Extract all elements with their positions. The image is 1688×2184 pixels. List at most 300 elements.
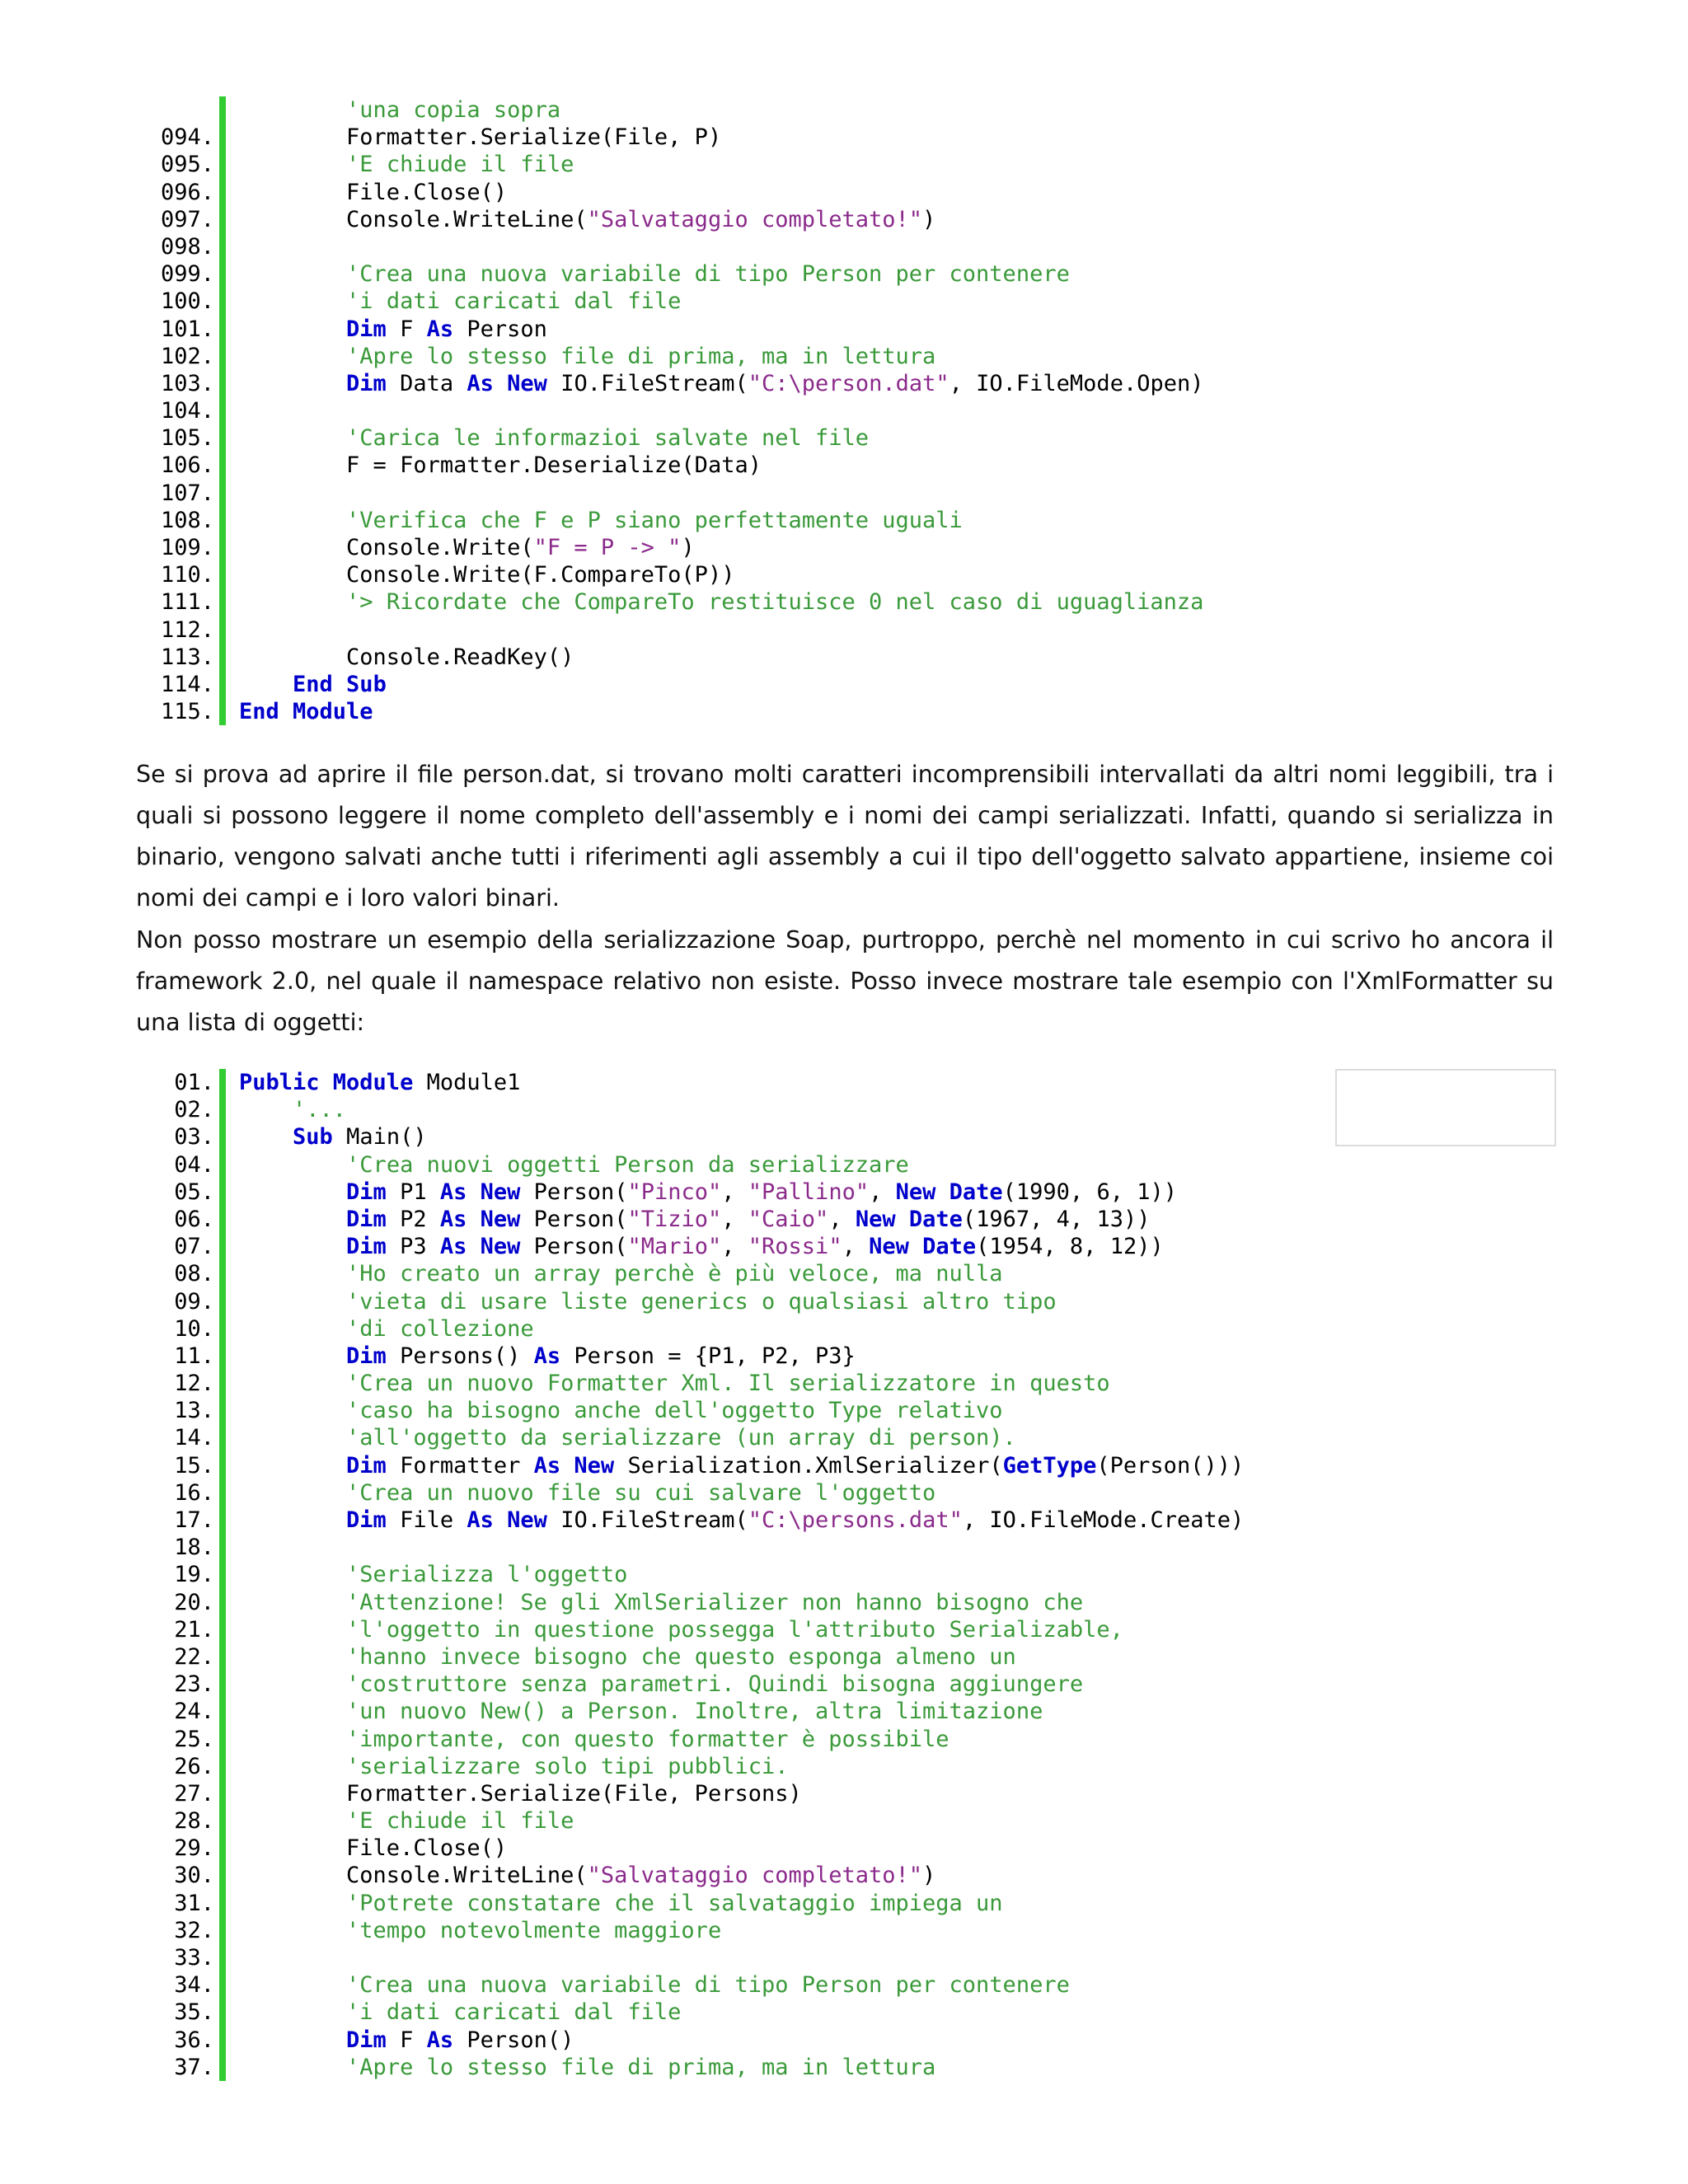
code-token — [239, 1207, 346, 1232]
code-token: Person = {P1, P2, P3} — [560, 1343, 856, 1369]
code-line — [0, 179, 1688, 206]
code-comment: 'hanno invece bisogno che questo esponga almeno un — [346, 1643, 1016, 1670]
code-line — [0, 1534, 1688, 1561]
code-text — [239, 671, 387, 698]
gutter-bar — [219, 233, 226, 260]
code-string: "Mario" — [627, 1234, 722, 1260]
line-number: 04. — [174, 1151, 214, 1178]
gutter-bar — [219, 1424, 226, 1451]
code-comment: 'Crea una nuova variabile di tipo Person per contenere — [346, 1972, 1070, 1999]
code-text — [239, 206, 935, 233]
gutter-bar — [219, 644, 226, 671]
line-number: 097. — [160, 206, 214, 232]
gutter-bar — [219, 1179, 226, 1206]
code-token: (1967, 4, 13)) — [962, 1206, 1151, 1232]
code-token: , — [842, 1234, 870, 1260]
code-string: "Salvataggio completato!" — [587, 206, 923, 232]
code-line — [0, 343, 1688, 370]
code-text — [239, 561, 734, 588]
gutter-bar — [219, 1780, 226, 1807]
code-token: Serialization.XmlSerializer( — [614, 1452, 1003, 1479]
code-line — [0, 1616, 1688, 1643]
code-token: Console.Write(F.CompareTo(P)) — [239, 562, 735, 588]
code-keyword: As — [439, 1234, 467, 1260]
code-token: , — [869, 1179, 896, 1205]
code-text — [239, 1069, 520, 1096]
code-token — [239, 589, 346, 615]
code-comment: 'Crea un nuovo Formatter Xml. Il serializzatore in questo — [346, 1371, 1110, 1397]
code-line — [0, 1233, 1688, 1260]
code-token: Module1 — [413, 1070, 521, 1095]
code-comment: 'di collezione — [346, 1315, 534, 1342]
code-line — [0, 1807, 1688, 1835]
line-number: 09. — [174, 1288, 214, 1315]
code-token — [239, 1289, 346, 1315]
code-string: "Caio" — [748, 1206, 829, 1232]
code-line — [0, 1726, 1688, 1753]
line-number: 110. — [160, 562, 214, 588]
code-keyword: New — [480, 1179, 521, 1205]
code-text — [239, 96, 560, 124]
code-comment: 'vieta di usare liste generics o qualsiasi altro tipo — [346, 1288, 1057, 1315]
code-token — [239, 1972, 346, 1998]
line-number: 35. — [174, 1999, 214, 2026]
code-token: (1990, 6, 1)) — [1002, 1179, 1177, 1205]
code-token — [239, 371, 346, 396]
code-token — [239, 1754, 346, 1779]
code-token: Person( — [520, 1206, 628, 1232]
gutter-bar — [219, 1452, 226, 1479]
code-string: "F = P -> " — [533, 535, 682, 560]
code-token: (Person())) — [1096, 1452, 1245, 1479]
line-number: 115. — [160, 699, 214, 725]
code-token: Formatter — [386, 1452, 534, 1479]
code-string: "Tizio" — [627, 1206, 722, 1232]
line-number: 096. — [160, 179, 214, 205]
code-token — [239, 261, 346, 287]
gutter-bar — [219, 1479, 226, 1507]
line-number: 109. — [160, 535, 214, 560]
code-token: , — [721, 1206, 748, 1232]
code-token — [239, 1343, 346, 1369]
code-token: P3 — [386, 1234, 440, 1260]
code-token — [239, 672, 293, 697]
code-comment: 'l'oggetto in questione possegga l'attributo Serializable, — [346, 1616, 1123, 1643]
code-keyword: As — [467, 1507, 494, 1533]
code-line — [0, 316, 1688, 343]
line-number: 22. — [174, 1643, 214, 1670]
code-line — [0, 480, 1688, 507]
code-string: "Pallino" — [748, 1179, 870, 1205]
code-token — [239, 1590, 346, 1615]
code-line — [0, 1944, 1688, 1971]
line-number: 05. — [174, 1179, 214, 1205]
gutter-bar — [219, 480, 226, 507]
code-line — [0, 1151, 1688, 1179]
code-line — [0, 1671, 1688, 1698]
gutter-bar — [219, 1944, 226, 1971]
code-line — [0, 288, 1688, 315]
code-token — [239, 2027, 346, 2053]
code-token — [239, 1562, 346, 1587]
gutter-bar — [219, 343, 226, 370]
code-text — [239, 1507, 1244, 1534]
line-number: 33. — [174, 1945, 214, 1971]
gutter-bar — [219, 1971, 226, 1999]
code-comment: 'caso ha bisogno anche dell'oggetto Type relativo — [346, 1398, 1003, 1424]
line-number: 098. — [160, 233, 214, 260]
gutter-bar — [219, 179, 226, 206]
gutter-bar — [219, 534, 226, 561]
code-line — [0, 2054, 1688, 2081]
code-token: Person( — [520, 1234, 628, 1260]
line-number: 112. — [160, 616, 214, 643]
code-keyword: Sub — [293, 1124, 333, 1151]
line-number: 094. — [160, 124, 214, 151]
code-text — [239, 1370, 1110, 1397]
code-line — [0, 1179, 1688, 1206]
gutter-bar — [219, 1807, 226, 1835]
code-line — [0, 588, 1688, 616]
code-text — [239, 1561, 627, 1588]
code-token — [239, 316, 346, 342]
line-number: 31. — [174, 1890, 214, 1916]
code-token — [239, 344, 346, 369]
code-token: Console.WriteLine( — [239, 1863, 588, 1889]
gutter-bar — [219, 616, 226, 644]
code-keyword: Dim — [346, 1452, 387, 1479]
gutter-bar — [219, 206, 226, 233]
code-comment: 'Apre lo stesso file di prima, ma in lettura — [346, 343, 936, 369]
code-text — [239, 1179, 1177, 1206]
code-token — [239, 1453, 346, 1479]
code-text — [239, 1862, 935, 1889]
code-text — [239, 1206, 1150, 1233]
code-line — [0, 1890, 1688, 1917]
code-token — [239, 1644, 346, 1670]
code-string: "Pinco" — [627, 1179, 722, 1205]
code-token — [239, 152, 346, 177]
code-token: File.Close() — [239, 1835, 508, 1862]
code-comment: 'i dati caricati dal file — [346, 288, 682, 315]
gutter-bar — [219, 1096, 226, 1123]
line-number: 102. — [160, 343, 214, 369]
line-number: 07. — [174, 1234, 214, 1260]
code-keyword: End Sub — [293, 671, 387, 697]
line-number: 100. — [160, 288, 214, 315]
code-line — [0, 1479, 1688, 1507]
code-comment: 'Verifica che F e P siano perfettamente uguali — [346, 507, 963, 533]
code-string: "Rossi" — [748, 1234, 842, 1260]
gutter-bar — [219, 124, 226, 151]
code-text — [239, 288, 681, 315]
code-line — [0, 1397, 1688, 1424]
code-text — [239, 1890, 1003, 1917]
code-text — [239, 316, 547, 343]
code-comment: 'serializzare solo tipi pubblici. — [346, 1753, 789, 1779]
code-keyword: As — [439, 1179, 467, 1205]
code-comment: 'E chiude il file — [346, 1808, 574, 1835]
line-number: 01. — [174, 1070, 214, 1095]
code-line — [0, 534, 1688, 561]
gutter-bar — [219, 2054, 226, 2081]
gutter-bar — [219, 1151, 226, 1179]
code-line — [0, 424, 1688, 452]
line-number: 36. — [174, 2027, 214, 2053]
code-token — [239, 508, 346, 533]
code-keyword: New Date — [855, 1206, 963, 1232]
gutter-bar — [219, 1206, 226, 1233]
code-token: (1954, 8, 12)) — [976, 1234, 1164, 1260]
line-number: 02. — [174, 1097, 214, 1123]
code-keyword: New Date — [895, 1179, 1003, 1205]
code-keyword: Dim — [346, 1206, 387, 1232]
code-token: ) — [922, 206, 936, 232]
code-line — [0, 1315, 1688, 1343]
code-text — [239, 1616, 1123, 1643]
code-token — [239, 1507, 346, 1533]
code-token — [239, 1152, 346, 1178]
line-number: 23. — [174, 1671, 214, 1698]
code-token — [239, 1316, 346, 1342]
code-line — [0, 260, 1688, 288]
code-text — [239, 1807, 574, 1835]
code-token: P2 — [386, 1206, 440, 1232]
gutter-bar — [219, 260, 226, 288]
code-text — [239, 1424, 1016, 1451]
code-token — [239, 97, 346, 123]
gutter-bar — [219, 1069, 226, 1096]
code-line — [0, 1999, 1688, 2026]
code-token: Persons() — [386, 1343, 534, 1369]
code-token: File.Close() — [239, 179, 508, 205]
code-text — [239, 1780, 802, 1807]
gutter-bar — [219, 671, 226, 698]
code-keyword: Dim — [346, 316, 387, 342]
code-token — [239, 1097, 293, 1122]
code-comment: 'Potrete constatare che il salvataggio impiega un — [346, 1890, 1003, 1916]
code-token — [239, 1398, 346, 1423]
code-line — [0, 2027, 1688, 2054]
code-string: "Salvataggio completato!" — [587, 1863, 923, 1889]
gutter-bar — [219, 1370, 226, 1397]
gutter-bar — [219, 1616, 226, 1643]
gutter-bar — [219, 96, 226, 124]
code-text — [239, 452, 762, 479]
code-token: Console.WriteLine( — [239, 206, 588, 232]
code-token: Console.Write( — [239, 535, 534, 560]
code-line — [0, 1917, 1688, 1944]
gutter-bar — [219, 1561, 226, 1588]
line-number: 21. — [174, 1616, 214, 1643]
code-text — [239, 1643, 1016, 1671]
gutter-bar — [219, 1999, 226, 2026]
code-comment: 'tempo notevolmente maggiore — [346, 1917, 722, 1943]
code-text — [239, 1999, 681, 2026]
code-text — [239, 1343, 856, 1370]
code-keyword: GetType — [1002, 1452, 1097, 1479]
line-number: 101. — [160, 316, 214, 342]
gutter-bar — [219, 1123, 226, 1151]
code-line — [0, 644, 1688, 671]
code-line — [0, 1835, 1688, 1862]
code-text — [239, 151, 574, 178]
code-token — [239, 2055, 346, 2080]
code-token: File — [386, 1507, 467, 1533]
code-text — [239, 1123, 427, 1151]
code-token: Formatter.Serialize(File, P) — [239, 124, 722, 151]
code-keyword: As — [439, 1206, 467, 1232]
code-line — [0, 698, 1688, 725]
line-number: 105. — [160, 425, 214, 452]
code-comment: 'Carica le informazioi salvate nel file — [346, 425, 870, 452]
code-text — [239, 343, 935, 370]
gutter-bar — [219, 1397, 226, 1424]
code-line — [0, 1370, 1688, 1397]
code-line — [0, 1780, 1688, 1807]
code-token — [239, 1371, 346, 1396]
code-string: "C:\person.dat" — [748, 370, 950, 396]
gutter-bar — [219, 1643, 226, 1671]
code-token: ) — [922, 1863, 936, 1889]
gutter-bar — [219, 397, 226, 424]
code-line — [0, 561, 1688, 588]
line-number: 107. — [160, 480, 214, 506]
gutter-bar — [219, 1507, 226, 1534]
code-comment: 'Crea nuovi oggetti Person da serializzare — [346, 1151, 909, 1178]
code-line — [0, 206, 1688, 233]
code-text — [239, 588, 1203, 616]
gutter-bar — [219, 424, 226, 452]
code-token — [494, 1507, 507, 1533]
line-number: 08. — [174, 1261, 214, 1287]
code-token: , — [721, 1234, 748, 1260]
code-comment: 'una copia sopra — [346, 97, 561, 123]
code-text — [239, 1698, 1043, 1725]
code-token: Console.ReadKey() — [239, 644, 574, 670]
code-token: F — [386, 316, 427, 342]
code-comment: 'Crea un nuovo file su cui salvare l'oggetto — [346, 1479, 936, 1506]
code-keyword: As — [533, 1452, 561, 1479]
line-number: 108. — [160, 507, 214, 533]
code-comment: 'Attenzione! Se gli XmlSerializer non hanno bisogno che — [346, 1589, 1084, 1615]
code-token: IO.FileStream( — [546, 370, 748, 396]
code-comment: 'Crea una nuova variabile di tipo Person per contenere — [346, 261, 1070, 288]
code-line — [0, 233, 1688, 260]
code-token: , IO.FileMode.Create) — [962, 1507, 1245, 1533]
code-line — [0, 1862, 1688, 1889]
code-keyword: Dim — [346, 1343, 387, 1369]
gutter-bar — [219, 1890, 226, 1917]
gutter-bar — [219, 1698, 226, 1725]
code-token: Main() — [332, 1124, 427, 1151]
gutter-bar — [219, 561, 226, 588]
gutter-bar — [219, 1343, 226, 1370]
code-text — [239, 1397, 1003, 1424]
line-number: 06. — [174, 1206, 214, 1232]
line-number: 37. — [174, 2054, 214, 2080]
code-token: , IO.FileMode.Open) — [949, 370, 1204, 396]
code-block-2 — [0, 1069, 1688, 2081]
code-text — [239, 1835, 507, 1862]
code-comment: '... — [293, 1097, 347, 1123]
code-comment: 'all'oggetto da serializzare (un array di person). — [346, 1425, 1016, 1451]
gutter-bar — [219, 1671, 226, 1698]
empty-frame — [1335, 1069, 1556, 1146]
code-token: IO.FileStream( — [546, 1507, 748, 1533]
code-block-1 — [0, 96, 1688, 725]
code-text — [239, 1726, 950, 1753]
code-token: , — [721, 1179, 748, 1205]
line-number: 19. — [174, 1562, 214, 1588]
code-keyword: Dim — [346, 1234, 387, 1260]
code-token — [239, 1918, 346, 1943]
code-text — [239, 1288, 1057, 1315]
gutter-bar — [219, 370, 226, 397]
code-line — [0, 1288, 1688, 1315]
code-token: Person — [453, 316, 547, 342]
code-text — [239, 260, 1070, 288]
code-keyword: As — [426, 316, 454, 342]
code-keyword: As — [533, 1343, 561, 1369]
code-keyword: New — [574, 1452, 615, 1479]
code-line — [0, 671, 1688, 698]
code-text — [239, 424, 869, 452]
code-line — [0, 1561, 1688, 1588]
gutter-bar — [219, 1753, 226, 1780]
code-line — [0, 1589, 1688, 1616]
line-number: 15. — [174, 1452, 214, 1479]
line-number: 24. — [174, 1699, 214, 1725]
code-keyword: Dim — [346, 1179, 387, 1205]
code-token — [239, 288, 346, 314]
line-number: 14. — [174, 1425, 214, 1451]
code-text — [239, 1233, 1164, 1260]
code-comment: 'i dati caricati dal file — [346, 1999, 682, 2026]
code-comment: 'costruttore senza parametri. Quindi bisogna aggiungere — [346, 1671, 1084, 1698]
code-line — [0, 616, 1688, 644]
line-number: 27. — [174, 1780, 214, 1807]
code-keyword: Dim — [346, 1507, 387, 1533]
code-text — [239, 2027, 574, 2054]
line-number: 32. — [174, 1917, 214, 1943]
code-text — [239, 1260, 1003, 1287]
line-number: 20. — [174, 1589, 214, 1615]
gutter-bar — [219, 1260, 226, 1287]
code-line — [0, 1698, 1688, 1725]
code-keyword: New — [507, 370, 547, 396]
line-number: 16. — [174, 1479, 214, 1506]
line-number: 13. — [174, 1398, 214, 1424]
code-keyword: End Module — [239, 699, 373, 725]
code-token: Person() — [453, 2027, 574, 2053]
line-number: 30. — [174, 1863, 214, 1889]
code-text — [239, 1151, 909, 1179]
code-token — [467, 1179, 480, 1205]
code-line — [0, 1971, 1688, 1999]
code-token — [239, 1891, 346, 1916]
code-token — [239, 1480, 346, 1506]
code-comment: 'importante, con questo formatter è possibile — [346, 1726, 950, 1752]
gutter-bar — [219, 2027, 226, 2054]
gutter-bar — [219, 452, 226, 479]
code-token — [239, 1808, 346, 1834]
code-text — [239, 1917, 721, 1944]
code-keyword: As — [426, 2027, 454, 2053]
gutter-bar — [219, 1835, 226, 1862]
code-token — [239, 1617, 346, 1643]
gutter-bar — [219, 151, 226, 178]
